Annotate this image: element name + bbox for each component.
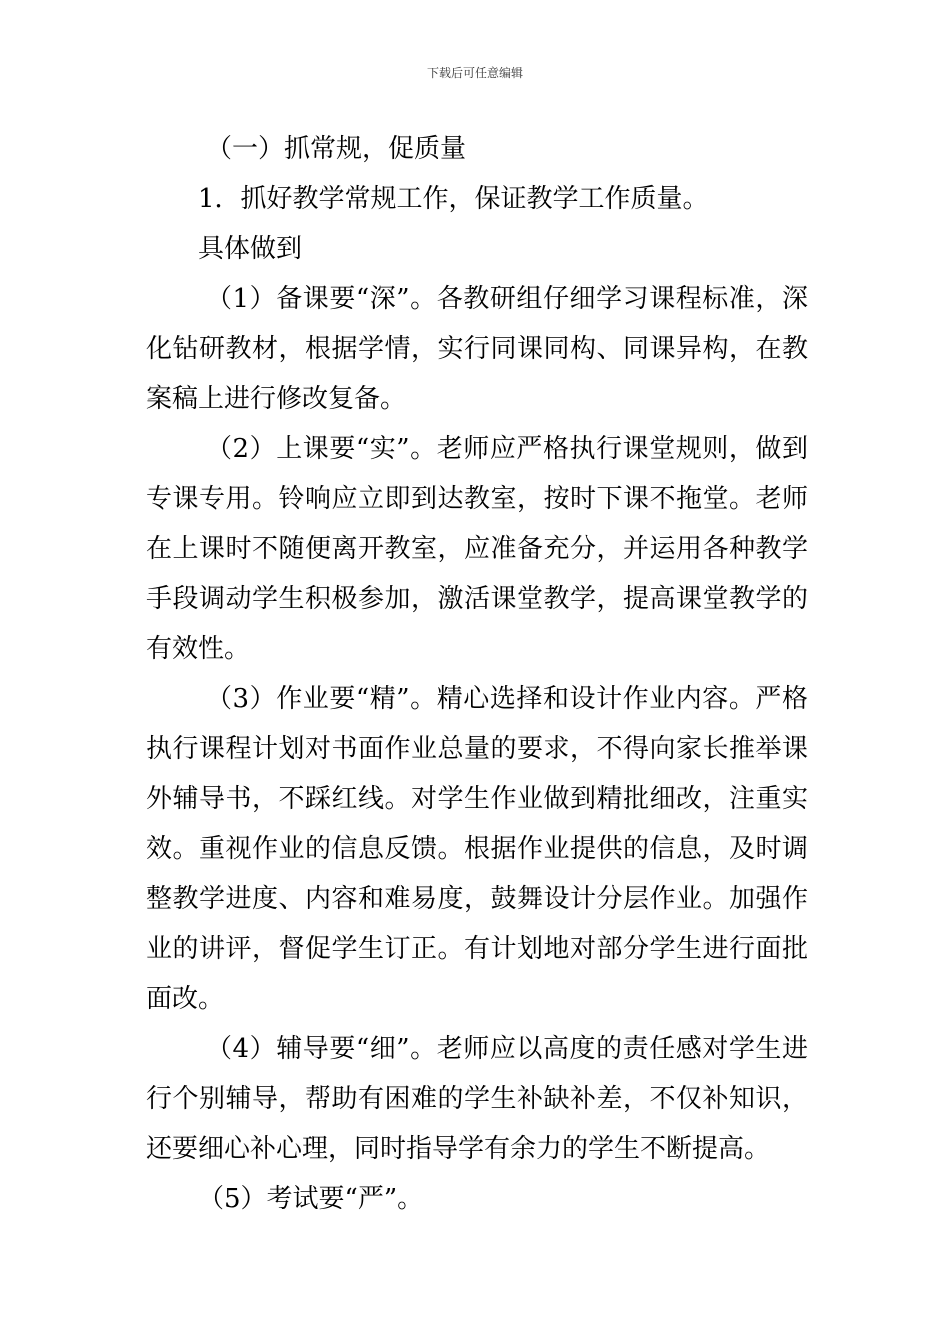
paragraph-tutoring: （4）辅导要“细”。老师应以高度的责任感对学生进行个别辅导，帮助有困难的学生补缺补差，不仅补知识，还要细心补心理，同时指导学有余力的学生不断提高。 — [146, 1034, 808, 1164]
section-heading: （一）抓常规，促质量 — [206, 134, 467, 164]
paragraph-lesson-prep: （1）备课要“深”。各教研组仔细学习课程标准，深化钻研教材，根据学情，实行同课同构、同课异构，在教案稿上进行修改复备。 — [146, 284, 808, 414]
numbered-item-1: 1．抓好教学常规工作，保证教学工作质量。 — [198, 184, 709, 214]
paragraph-class: （2）上课要“实”。老师应严格执行课堂规则，做到专课专用。铃响应立即到达教室，按时下课不拖堂。老师在上课时不随便离开教室，应准备充分，并运用各种教学手段调动学生积极参加，激活课堂教学，提高课堂教学的有效性。 — [146, 434, 808, 664]
document-body — [146, 124, 808, 1224]
paragraph-exam: （5）考试要“严”。 — [198, 1184, 424, 1214]
subheading: 具体做到 — [198, 234, 303, 264]
paragraph-homework: （3）作业要“精”。精心选择和设计作业内容。严格执行课程计划对书面作业总量的要求，不得向家长推举课外辅导书，不踩红线。对学生作业做到精批细改，注重实效。重视作业的信息反馈。根据作业提供的信息，及时调整教学进度、内容和难易度，鼓舞设计分层作业。加强作业的讲评，督促学生订正。有计划地对部分学生进行面批面改。 — [146, 684, 808, 1014]
page-header: 下载后可任意编辑 — [426, 66, 523, 80]
